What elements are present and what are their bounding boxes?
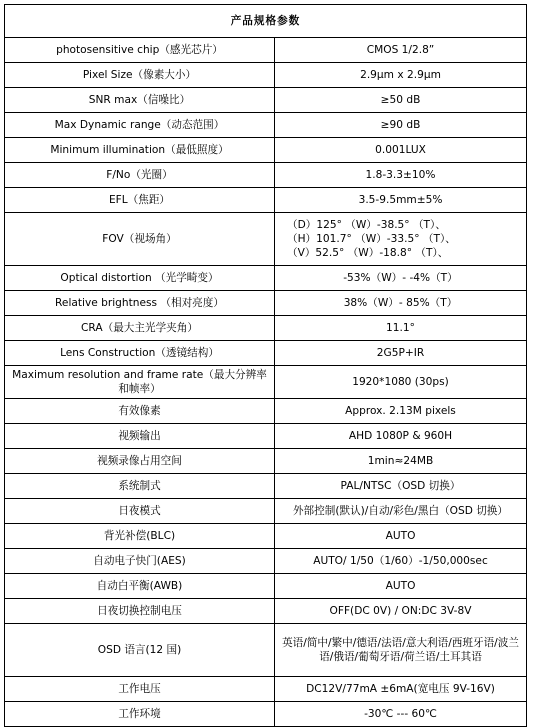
table-row <box>5 88 527 113</box>
table-row <box>5 399 527 424</box>
table-row <box>5 113 527 138</box>
row-value: 0.001LUX <box>275 138 527 163</box>
table-row <box>5 266 527 291</box>
row-label: 有效像素 <box>5 399 275 424</box>
fov-values <box>275 213 527 266</box>
table-row <box>5 549 527 574</box>
row-value: 1min≈24MB <box>275 449 527 474</box>
row-value: 38%（W）- 85%（T） <box>275 291 527 316</box>
row-label: 日夜切换控制电压 <box>5 599 275 624</box>
fov-line: （D）125° （W）-38.5° （T）、 <box>287 219 446 231</box>
row-label: 工作环境 <box>5 702 275 727</box>
row-value: OFF(DC 0V) / ON:DC 3V-8V <box>275 599 527 624</box>
table-row <box>5 163 527 188</box>
row-label: 视频录像占用空间 <box>5 449 275 474</box>
table-row <box>5 574 527 599</box>
table-row <box>5 366 527 399</box>
table-row <box>5 63 527 88</box>
row-value: -30℃ --- 60℃ <box>275 702 527 727</box>
row-label: 自动白平衡(AWB) <box>5 574 275 599</box>
table-row <box>5 702 527 727</box>
row-value: 2.9μm x 2.9μm <box>275 63 527 88</box>
row-label: 系统制式 <box>5 474 275 499</box>
row-label: EFL（焦距） <box>5 188 275 213</box>
row-label: Pixel Size（像素大小） <box>5 63 275 88</box>
row-label: CRA（最大主光学夹角） <box>5 316 275 341</box>
table-row <box>5 341 527 366</box>
row-value: 1920*1080 (30ps) <box>275 366 527 399</box>
row-label: 视频输出 <box>5 424 275 449</box>
row-value: 11.1° <box>275 316 527 341</box>
row-value: 1.8-3.3±10% <box>275 163 527 188</box>
table-row <box>5 677 527 702</box>
row-value: AUTO <box>275 574 527 599</box>
row-value: AUTO <box>275 524 527 549</box>
row-value: ≥90 dB <box>275 113 527 138</box>
row-label: 日夜模式 <box>5 499 275 524</box>
table-row <box>5 188 527 213</box>
table-row <box>5 474 527 499</box>
row-value: Approx. 2.13M pixels <box>275 399 527 424</box>
row-value: PAL/NTSC（OSD 切换） <box>275 474 527 499</box>
table-row <box>5 499 527 524</box>
fov-line: （V）52.5° （W）-18.8° （T）、 <box>287 247 449 259</box>
table-title: 产品规格参数 <box>5 5 527 38</box>
title-row <box>5 5 527 38</box>
table-row <box>5 213 527 266</box>
table-row <box>5 316 527 341</box>
row-value: DC12V/77mA ±6mA(宽电压 9V-16V) <box>275 677 527 702</box>
row-label: Maximum resolution and frame rate（最大分辨率和帧率） <box>5 366 275 399</box>
row-label: OSD 语言(12 国) <box>5 624 275 677</box>
row-label: Minimum illumination（最低照度） <box>5 138 275 163</box>
table-row <box>5 624 527 677</box>
table-row <box>5 291 527 316</box>
table-row <box>5 138 527 163</box>
row-label: Max Dynamic range（动态范围） <box>5 113 275 138</box>
table-row <box>5 38 527 63</box>
row-label: Optical distortion （光学畸变） <box>5 266 275 291</box>
row-label: FOV（视场角） <box>5 213 275 266</box>
table-row <box>5 599 527 624</box>
row-label: SNR max（信噪比） <box>5 88 275 113</box>
row-label: 背光补偿(BLC) <box>5 524 275 549</box>
row-value: AUTO/ 1/50（1/60）-1/50,000sec <box>275 549 527 574</box>
row-value: 英语/简中/繁中/德语/法语/意大利语/西班牙语/波兰语/俄语/葡萄牙语/荷兰语/土耳其语 <box>275 624 527 677</box>
row-value: 2G5P+IR <box>275 341 527 366</box>
row-label: F/No（光圈） <box>5 163 275 188</box>
row-label: Lens Construction（透镜结构） <box>5 341 275 366</box>
row-value: AHD 1080P & 960H <box>275 424 527 449</box>
row-value: CMOS 1/2.8” <box>275 38 527 63</box>
row-value: -53%（W）- -4%（T） <box>275 266 527 291</box>
row-value: 外部控制(默认)/自动/彩色/黑白（OSD 切换） <box>275 499 527 524</box>
row-value: 3.5-9.5mm±5% <box>275 188 527 213</box>
fov-line: （H）101.7° （W）-33.5° （T）、 <box>287 233 456 245</box>
spec-table <box>4 4 527 727</box>
row-label: Relative brightness （相对亮度） <box>5 291 275 316</box>
table-row <box>5 424 527 449</box>
row-value: ≥50 dB <box>275 88 527 113</box>
row-label: photosensitive chip（感光芯片） <box>5 38 275 63</box>
row-label: 工作电压 <box>5 677 275 702</box>
row-label: 自动电子快门(AES) <box>5 549 275 574</box>
table-row <box>5 524 527 549</box>
table-row <box>5 449 527 474</box>
